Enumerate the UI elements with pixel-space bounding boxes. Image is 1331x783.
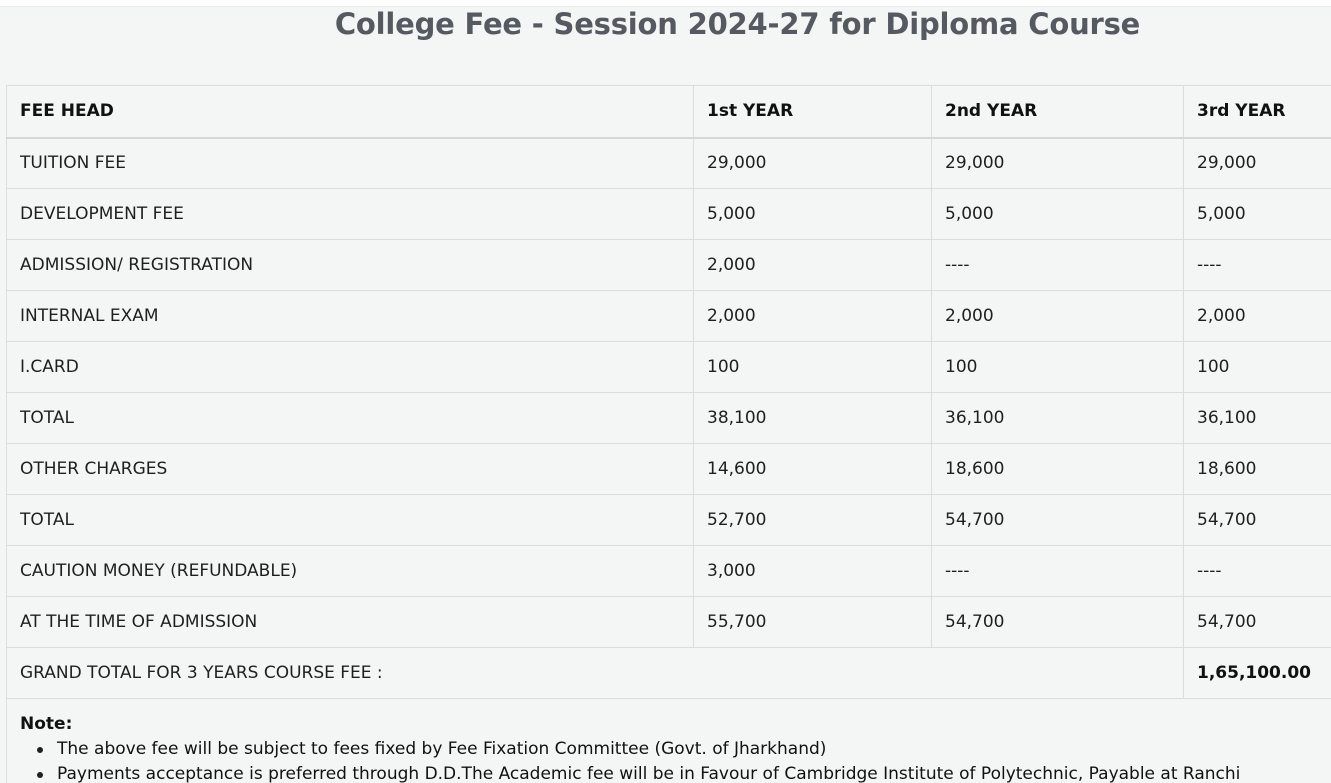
fee-head-cell: AT THE TIME OF ADMISSION [7, 597, 694, 648]
year-3-cell: ---- [1184, 546, 1331, 597]
year-3-cell: 100 [1184, 342, 1331, 393]
table-row [7, 495, 1331, 546]
table-row [7, 546, 1331, 597]
fee-head-cell: I.CARD [7, 342, 694, 393]
year-2-cell: ---- [932, 240, 1184, 291]
year-2-cell: ---- [932, 546, 1184, 597]
note-section [6, 699, 1331, 783]
year-1-cell: 2,000 [694, 240, 932, 291]
table-row [7, 189, 1331, 240]
year-3-cell: 54,700 [1184, 597, 1331, 648]
note-list [20, 737, 1331, 783]
year-1-cell: 38,100 [694, 393, 932, 444]
note-title: Note: [20, 714, 73, 734]
bullet-icon [37, 747, 43, 753]
year-1-cell: 52,700 [694, 495, 932, 546]
year-3-cell: 5,000 [1184, 189, 1331, 240]
grand-total-label: GRAND TOTAL FOR 3 YEARS COURSE FEE : [7, 648, 1184, 699]
year-2-cell: 54,700 [932, 597, 1184, 648]
column-header-2nd-year: 2nd YEAR [932, 86, 1184, 138]
year-1-cell: 3,000 [694, 546, 932, 597]
grand-total-row [7, 648, 1331, 699]
fee-head-cell: TUITION FEE [7, 138, 694, 189]
column-header-3rd-year: 3rd YEAR [1184, 86, 1331, 138]
fee-head-cell: ADMISSION/ REGISTRATION [7, 240, 694, 291]
fee-table [6, 85, 1331, 699]
year-1-cell: 2,000 [694, 291, 932, 342]
year-2-cell: 36,100 [932, 393, 1184, 444]
page-title: College Fee - Session 2024-27 for Diploma Course [334, 7, 1141, 41]
bullet-icon [37, 772, 43, 778]
column-header-fee-head: FEE HEAD [7, 86, 694, 138]
year-2-cell: 100 [932, 342, 1184, 393]
year-1-cell: 5,000 [694, 189, 932, 240]
table-row [7, 393, 1331, 444]
year-2-cell: 2,000 [932, 291, 1184, 342]
year-3-cell: 54,700 [1184, 495, 1331, 546]
year-1-cell: 29,000 [694, 138, 932, 189]
year-2-cell: 54,700 [932, 495, 1184, 546]
year-1-cell: 55,700 [694, 597, 932, 648]
grand-total-value: 1,65,100.00 [1184, 648, 1331, 699]
table-row [7, 444, 1331, 495]
note-item-text: Payments acceptance is preferred through D.D.The Academic fee will be in Favour of Cambridge Institute of Polytechnic, Payable at Ranchi [57, 764, 1241, 783]
year-3-cell: 2,000 [1184, 291, 1331, 342]
table-row [7, 240, 1331, 291]
year-3-cell: ---- [1184, 240, 1331, 291]
table-row [7, 138, 1331, 189]
year-1-cell: 100 [694, 342, 932, 393]
year-3-cell: 18,600 [1184, 444, 1331, 495]
fee-head-cell: TOTAL [7, 393, 694, 444]
year-1-cell: 14,600 [694, 444, 932, 495]
fee-head-cell: INTERNAL EXAM [7, 291, 694, 342]
note-item-text: The above fee will be subject to fees fixed by Fee Fixation Committee (Govt. of Jharkhand) [57, 739, 827, 759]
fee-head-cell: TOTAL [7, 495, 694, 546]
year-2-cell: 29,000 [932, 138, 1184, 189]
column-header-1st-year: 1st YEAR [694, 86, 932, 138]
table-row [7, 291, 1331, 342]
year-2-cell: 5,000 [932, 189, 1184, 240]
table-row [7, 597, 1331, 648]
table-row [7, 342, 1331, 393]
note-item [37, 737, 1331, 762]
table-header-row [7, 86, 1331, 138]
fee-head-cell: DEVELOPMENT FEE [7, 189, 694, 240]
note-item [37, 762, 1331, 783]
fee-head-cell: OTHER CHARGES [7, 444, 694, 495]
fee-head-cell: CAUTION MONEY (REFUNDABLE) [7, 546, 694, 597]
year-3-cell: 36,100 [1184, 393, 1331, 444]
year-3-cell: 29,000 [1184, 138, 1331, 189]
year-2-cell: 18,600 [932, 444, 1184, 495]
